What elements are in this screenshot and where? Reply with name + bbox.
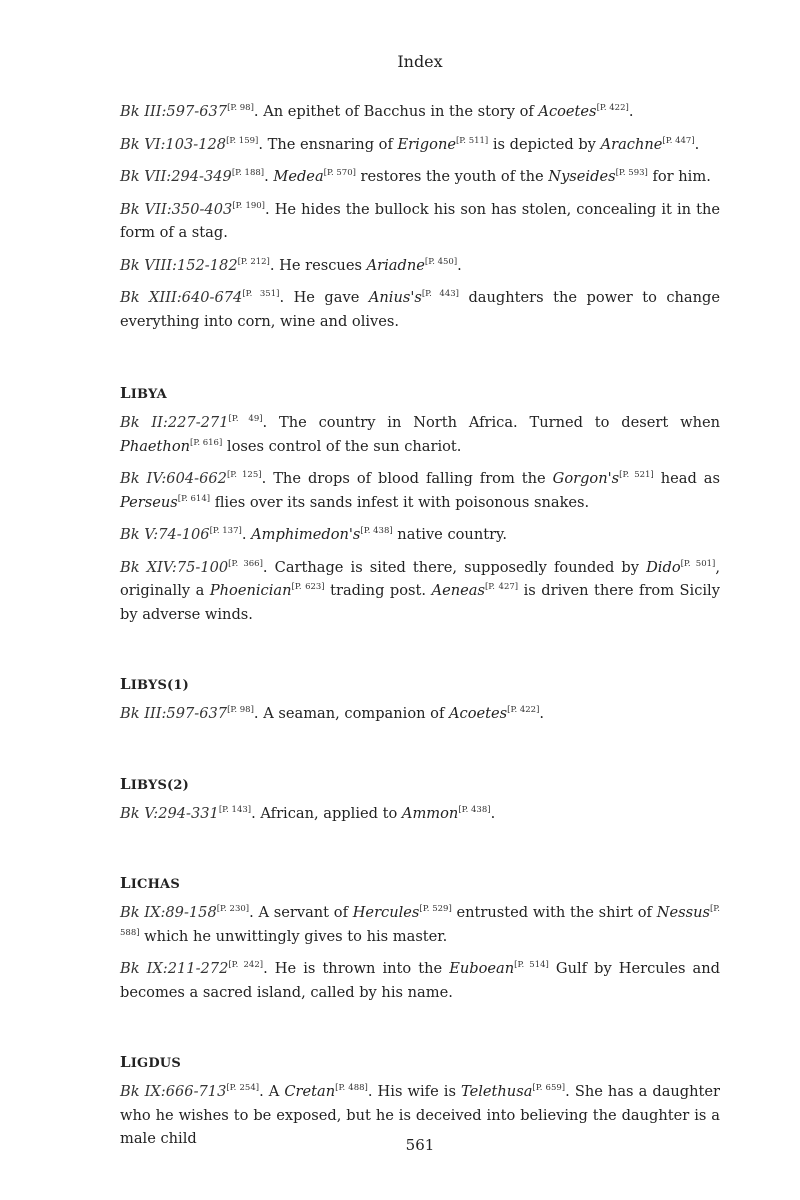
page-reference: [P. 438]: [458, 804, 491, 815]
index-entry-libys1: [120, 675, 720, 726]
page-header: Index: [397, 52, 443, 71]
cross-reference-name: Cretan: [284, 1083, 336, 1100]
entry-paragraph: [120, 254, 720, 278]
entry-text: . A seaman, companion of: [253, 705, 449, 722]
page-reference: [P. 230]: [216, 904, 250, 915]
index-entries: [120, 100, 720, 1160]
page-reference: [P. 351]: [242, 289, 280, 300]
index-entry-libys2: [120, 775, 720, 826]
entry-text: . A servant of: [249, 904, 353, 921]
page-reference: [P. 143]: [218, 804, 252, 815]
entry-text: . A: [259, 1083, 285, 1100]
page-reference: [P. 570]: [323, 168, 356, 179]
entry-text: .: [241, 526, 252, 543]
page-reference: [P. 98]: [227, 103, 254, 114]
page-reference: [P. 447]: [662, 135, 695, 146]
entry-text: . Carthage is sited there, supposedly founded by: [262, 558, 647, 576]
index-page: [120, 0, 720, 1200]
book-reference: Bk XIII:640-674: [120, 289, 243, 306]
page-reference: [P. 443]: [421, 289, 459, 300]
entry-paragraph: [120, 957, 720, 1004]
book-reference: Bk III:597-637: [120, 705, 228, 722]
page-reference: [P. 623]: [291, 582, 325, 593]
index-entry-cont: [120, 100, 720, 333]
heading-rest: IBYS(2): [130, 777, 190, 793]
index-entry-libya: [120, 384, 720, 626]
page-reference: [P. 190]: [232, 200, 265, 211]
entry-text: entrusted with the shirt of: [451, 904, 657, 921]
book-reference: Bk VIII:152-182: [120, 256, 238, 274]
entry-text: . An epithet of Bacchus in the story of: [253, 103, 539, 120]
page-reference: [P. 514]: [514, 960, 549, 971]
entry-text: .: [539, 705, 545, 722]
book-reference: Bk II:227-271: [120, 414, 229, 431]
entry-text: native country.: [392, 526, 508, 543]
page-reference: [P. 593]: [615, 168, 648, 179]
entry-paragraph: [120, 165, 720, 189]
page-reference: [P. 125]: [226, 470, 262, 481]
entry-text: . He gave: [279, 289, 369, 306]
entry-text: for him.: [647, 168, 711, 185]
heading-initial: L: [120, 1053, 131, 1071]
cross-reference-name: Aeneas: [431, 582, 485, 599]
book-reference: Bk VI:103-128: [120, 135, 227, 153]
index-entry-lichas: [120, 874, 720, 1004]
page-reference: [P. 488]: [335, 1083, 368, 1094]
page-reference: [P. 521]: [619, 470, 654, 481]
page-reference: [P. 242]: [228, 960, 264, 971]
cross-reference-name: Nessus: [656, 904, 710, 921]
entry-paragraph: [120, 702, 720, 726]
entry-text: . His wife is: [367, 1083, 461, 1100]
entry-text: , originally a: [120, 558, 720, 599]
cross-reference-name: Gorgon's: [552, 470, 620, 487]
entry-text: .: [457, 256, 462, 274]
entry-text: is driven there from Sicily by adverse winds.: [120, 582, 720, 623]
cross-reference-name: Anius's: [368, 289, 422, 306]
entry-paragraph: [120, 198, 720, 245]
book-reference: Bk V:294-331: [120, 804, 219, 822]
entry-heading: [120, 675, 720, 693]
book-reference: Bk IX:89-158: [120, 904, 217, 921]
cross-reference-name: Erigone: [397, 135, 456, 153]
entry-paragraph: [120, 467, 720, 514]
entry-text: Gulf by Hercules and becomes a sacred island, called by his name.: [120, 960, 721, 1001]
heading-rest: ICHAS: [130, 877, 180, 892]
page-reference: [P. 438]: [360, 526, 393, 537]
page-reference: [P. 254]: [226, 1083, 260, 1094]
cross-reference-name: Acoetes: [448, 705, 508, 722]
page-reference: [P. 212]: [237, 256, 270, 267]
entry-paragraph: [120, 802, 720, 826]
book-reference: Bk VII:294-349: [120, 168, 232, 185]
cross-reference-name: Phoenician: [209, 582, 292, 599]
entry-heading: [120, 1053, 720, 1071]
entry-heading: [120, 874, 720, 892]
cross-reference-name: Amphimedon's: [251, 526, 361, 543]
page-reference: [P. 450]: [424, 256, 458, 267]
cross-reference-name: Medea: [273, 168, 324, 185]
page-reference: [P. 616]: [190, 437, 223, 448]
page-reference: [P. 159]: [226, 135, 259, 146]
page-reference: [P. 422]: [596, 103, 629, 114]
page-reference: [P. 511]: [455, 135, 489, 146]
book-reference: Bk IX:666-713: [120, 1083, 227, 1100]
heading-rest: IGDUS: [130, 1056, 181, 1071]
entry-text: loses control of the sun chariot.: [222, 437, 462, 455]
heading-rest: IBYA: [130, 387, 167, 402]
entry-text: head as: [653, 470, 720, 487]
entry-text: flies over its sands infest it with poisonous snakes.: [210, 493, 590, 511]
heading-initial: L: [120, 774, 131, 793]
book-reference: Bk V:74-106: [120, 526, 210, 543]
cross-reference-name: Acoetes: [538, 103, 597, 120]
entry-text: restores the youth of the: [355, 168, 549, 185]
entry-text: . The ensnaring of: [258, 135, 398, 153]
entry-text: is depicted by: [488, 135, 601, 153]
entry-text: . He rescues: [269, 256, 367, 274]
book-reference: Bk IX:211-272: [120, 960, 229, 977]
page-reference: [P. 614]: [177, 493, 211, 504]
entry-text: . She has a daughter who he wishes to be exposed, but he is deceived into believing the daughter is a male child: [120, 1083, 721, 1147]
entry-text: daughters the power to change everything into corn, wine and olives.: [120, 289, 721, 330]
page-reference: [P. 588]: [120, 904, 720, 938]
page-reference: [P. 137]: [209, 526, 242, 537]
entry-text: .: [490, 804, 496, 822]
cross-reference-name: Perseus: [120, 493, 178, 511]
page-reference: [P. 366]: [228, 558, 263, 569]
cross-reference-name: Euboean: [449, 960, 515, 977]
entry-paragraph: [120, 411, 720, 458]
cross-reference-name: Phaethon: [120, 437, 191, 455]
entry-text: . He hides the bullock his son has stolen, concealing it in the form of a stag.: [120, 200, 720, 241]
cross-reference-name: Telethusa: [461, 1083, 533, 1100]
entry-paragraph: [120, 133, 720, 157]
entry-paragraph: [120, 523, 720, 547]
entry-heading: [120, 775, 720, 793]
entry-text: trading post.: [324, 582, 432, 599]
page-number: 561: [405, 1136, 435, 1154]
entry-paragraph: [120, 100, 720, 124]
book-reference: Bk VII:350-403: [120, 200, 233, 218]
page-reference: [P. 98]: [227, 705, 254, 716]
entry-paragraph: [120, 556, 720, 627]
entry-text: .: [694, 135, 700, 153]
book-reference: Bk III:597-637: [120, 103, 228, 120]
entry-text: . The drops of blood falling from the: [261, 470, 553, 487]
heading-rest: IBYS(1): [130, 678, 190, 693]
entry-text: . He is thrown into the: [263, 960, 450, 977]
book-reference: Bk IV:604-662: [120, 470, 227, 487]
cross-reference-name: Nyseides: [548, 168, 616, 185]
cross-reference-name: Hercules: [352, 904, 420, 921]
entry-paragraph: [120, 901, 720, 948]
heading-initial: L: [120, 874, 131, 892]
cross-reference-name: Ariadne: [366, 256, 425, 274]
entry-heading: [120, 384, 720, 402]
book-reference: Bk XIV:75-100: [120, 558, 229, 576]
page-reference: [P. 659]: [532, 1083, 566, 1094]
entry-paragraph: [120, 286, 720, 333]
page-reference: [P. 427]: [484, 582, 519, 593]
cross-reference-name: Ammon: [401, 804, 459, 822]
cross-reference-name: Dido: [646, 558, 681, 576]
page-reference: [P. 501]: [680, 558, 716, 569]
page-reference: [P. 422]: [507, 705, 540, 716]
cross-reference-name: Arachne: [600, 135, 663, 153]
entry-text: which he unwittingly gives to his master.: [139, 927, 448, 945]
entry-text: . African, applied to: [251, 804, 402, 822]
entry-text: . The country in North Africa. Turned to desert when: [262, 414, 720, 431]
heading-initial: L: [120, 384, 131, 402]
heading-initial: L: [120, 675, 131, 693]
page-reference: [P. 49]: [228, 414, 263, 425]
entry-text: .: [264, 168, 274, 185]
page-reference: [P. 529]: [419, 904, 452, 915]
page-reference: [P. 188]: [231, 168, 265, 179]
entry-text: .: [628, 103, 634, 120]
